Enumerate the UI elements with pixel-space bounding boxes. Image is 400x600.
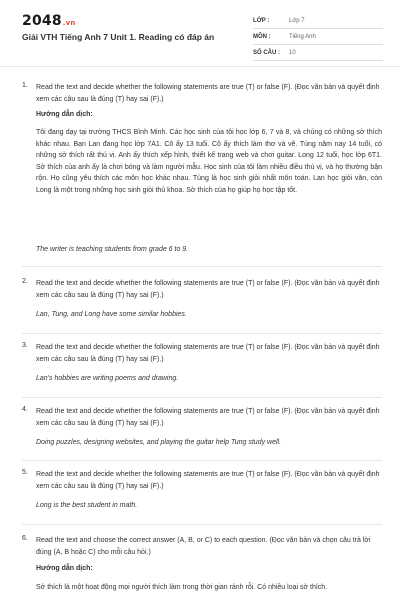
site-logo[interactable]	[22, 13, 76, 29]
question-text: Read the text and decide whether the following statements are true (T) or false (F). (Đọc văn bản và quyết định xem các câu sau là đúng (T) hay sai (F).)	[36, 344, 380, 363]
question-divider	[22, 333, 382, 334]
question-text: Read the text and decide whether the following statements are true (T) or false (F). (Đọc văn bản và quyết định xem các câu sau là đúng (T) hay sai (F).)	[36, 471, 380, 490]
header-divider	[0, 66, 400, 67]
question-5	[22, 469, 382, 519]
question-divider	[22, 266, 382, 267]
question-divider	[22, 524, 382, 525]
statement-text: Doing puzzles, designing websites, and playing the guitar help Tung study well.	[36, 439, 282, 446]
translation-heading: Hướng dẫn dịch:	[36, 111, 93, 118]
question-number: 4.	[22, 406, 28, 413]
meta-row-count	[253, 45, 383, 61]
statement-text: Lan's hobbies are writing poems and drawing.	[36, 375, 179, 382]
question-4	[22, 406, 382, 456]
logo-tld: .vn	[62, 19, 76, 27]
page-header	[0, 0, 400, 70]
question-divider	[22, 460, 382, 461]
meta-key: LỚP :	[253, 17, 270, 24]
meta-value: Lớp 7	[289, 17, 305, 24]
meta-table	[253, 13, 383, 61]
question-number: 1.	[22, 82, 28, 89]
question-text: Read the text and decide whether the following statements are true (T) or false (F). (Đọc văn bản và quyết định xem các câu sau là đúng (T) hay sai (F).)	[36, 84, 380, 103]
question-divider	[22, 397, 382, 398]
question-3	[22, 342, 382, 392]
question-number: 2.	[22, 278, 28, 285]
question-2	[22, 278, 382, 328]
meta-key: SỐ CÂU :	[253, 49, 280, 56]
question-number: 5.	[22, 469, 28, 476]
meta-row-grade	[253, 13, 383, 29]
statement-text: Lan, Tung, and Long have some similar hobbies.	[36, 311, 187, 318]
document-title: Giải VTH Tiếng Anh 7 Unit 1. Reading có đáp án	[22, 32, 215, 42]
meta-value: Tiếng Anh	[289, 33, 316, 40]
question-number: 3.	[22, 342, 28, 349]
question-number: 6.	[22, 535, 28, 542]
translation-heading: Hướng dẫn dịch:	[36, 565, 93, 572]
question-6	[22, 535, 382, 599]
question-text: Read the text and decide whether the following statements are true (T) or false (F). (Đọc văn bản và quyết định xem các câu sau là đúng (T) hay sai (F).)	[36, 280, 380, 299]
meta-value: 10	[289, 49, 296, 56]
statement-text: Long is the best student in math.	[36, 502, 138, 509]
question-text: Read the text and choose the correct answer (A, B, or C) to each question. (Đọc văn bản và chọn câu trả lời đúng (A, B hoặc C) cho mỗi câu hỏi.)	[36, 537, 371, 556]
logo-text: 2048	[22, 13, 62, 29]
translation-text: Sở thích là một hoạt động mọi người thích làm trong thời gian rảnh rỗi. Có nhiều loại sở thích.	[36, 584, 328, 591]
translation-text: Tôi đang dạy tại trường THCS Bình Minh. Các học sinh của tôi học lớp 6, 7 và 8, và chúng có những sở thích khác nhau. Bạn Lan đang học lớp 7A1. Cô ấy 13 tuổi. Cô ấy thích làm thơ và vẽ. Tùng năm nay 14 tuổi, có những sở thích rất thú vị. Anh ấy thích xếp hình, thiết kế trang web và chơi guitar. Long 12 tuổi, học lớp 6T1. Sở thích của anh ấy là chơi bóng và làm người mẫu. Học sinh của tôi làm nhiều điều thú vị, và họ thường bận rộn. Họ cũng yêu thích các môn học khác nhau. Tùng là học sinh giỏi nhất môn toán. Lan học giỏi văn, còn Long là một trong những học sinh giỏi thủ khoa. Sở thích của họ giúp họ học tập tốt.	[36, 129, 382, 194]
question-text: Read the text and decide whether the following statements are true (T) or false (F). (Đọc văn bản và quyết định xem các câu sau là đúng (T) hay sai (F).)	[36, 408, 380, 427]
meta-key: MÔN :	[253, 33, 271, 40]
meta-row-subject	[253, 29, 383, 45]
question-1	[22, 82, 382, 260]
statement-text: The writer is teaching students from grade 6 to 9.	[36, 246, 189, 253]
